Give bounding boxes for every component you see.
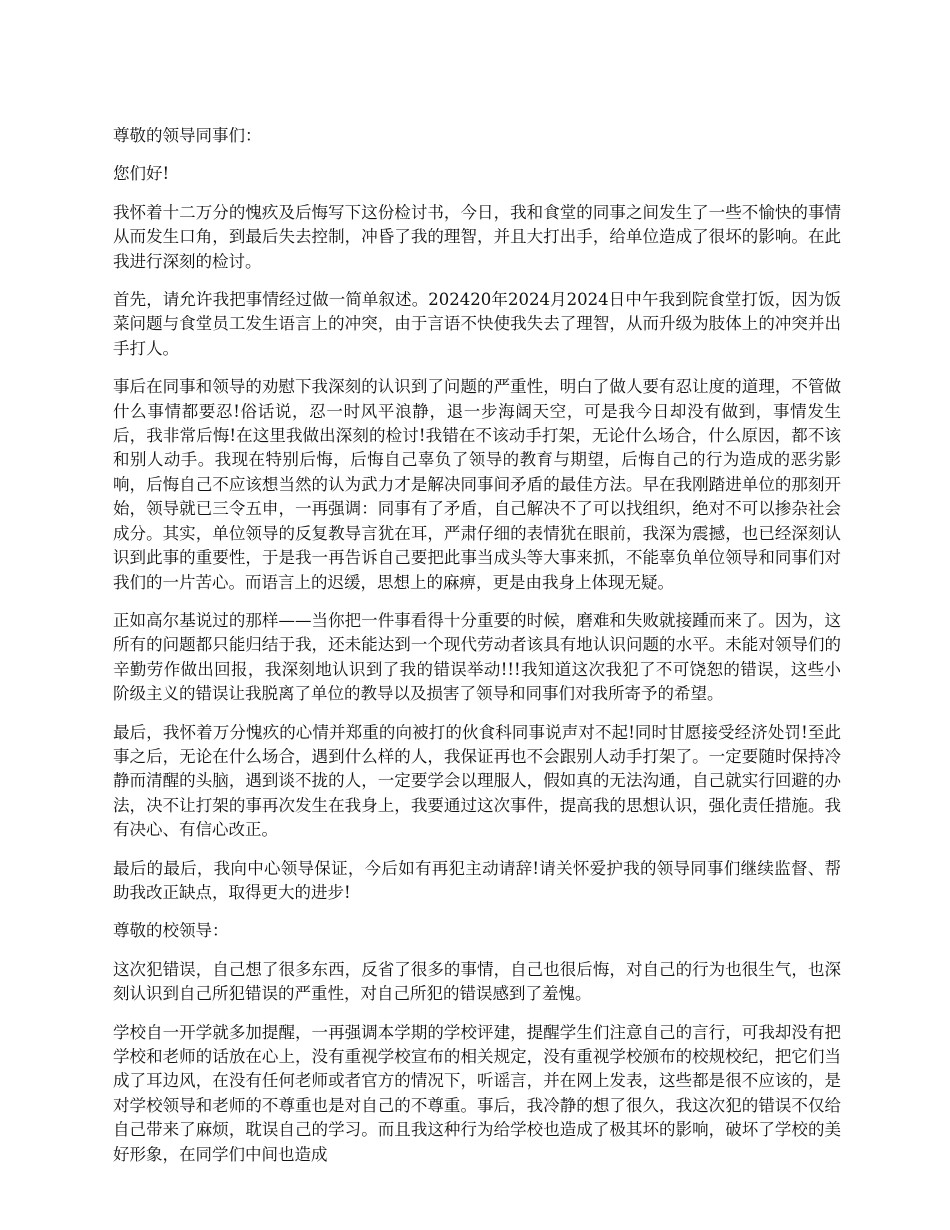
- salutation: 尊敬的领导同事们：: [113, 126, 262, 145]
- paragraph-pledge: 最后的最后，我向中心领导保证，今后如有再犯主动请辞!请关怀爱护我的领导同事们继续监督、帮助我改正缺点，取得更大的进步!: [113, 858, 841, 902]
- greeting: 您们好!: [113, 164, 170, 184]
- paragraph-intro: 我怀着十二万分的愧疚及后悔写下这份检讨书，今日，我和食堂的同事之间发生了一些不愉快的事情从而发生口角，到最后失去控制，冲昏了我的理智，并且大打出手，给单位造成了很坏的影响。在此我进行深刻的检讨。: [113, 202, 841, 271]
- paragraph-school-remorse: 这次犯错误，自己想了很多东西，反省了很多的事情，自己也很后悔，对自己的行为也很生气，也深刻认识到自己所犯错误的严重性，对自己所犯的错误感到了羞愧。: [113, 959, 841, 1004]
- paragraph-account: 首先，请允许我把事情经过做一简单叙述。202420年2024月2024日中午我到院食堂打饭，因为饭菜问题与食堂员工发生语言上的冲突，由于言语不快使我失去了理智，从而升级为肢体上的冲突并出手打人。: [113, 290, 841, 358]
- paragraph-gorky-quote: 正如高尔基说过的那样——当你把一件事看得十分重要的时候，磨难和失败就接踵而来了。因为，这所有的问题都只能归结于我，还未能达到一个现代劳动者该具有地认识问题的水平。未能对领导们的辛勤劳作做出回报，我深刻地认识到了我的错误举动!!!我知道这次我犯了不可饶恕的错误，这些小阶级主义的错误让我脱离了单位的教导以及损害了领导和同事们对我所寄予的希望。: [113, 610, 841, 704]
- salutation-school: 尊敬的校领导：: [113, 921, 229, 941]
- paragraph-apology: 最后，我怀着万分愧疚的心情并郑重的向被打的伙食科同事说声对不起!同时甘愿接受经济处罚!至此事之后，无论在什么场合，遇到什么样的人，我保证再也不会跟别人动手打架了。一定要随时保持冷静而清醒的头脑，遇到谈不拢的人，一定要学会以理服人，假如真的无法沟通，自己就实行回避的办法，决不让打架的事再次发生在我身上，我要通过这次事件，提高我的思想认识，强化责任措施。我有决心、有信心改正。: [113, 722, 841, 840]
- paragraph-school-details: 学校自一开学就多加提醒，一再强调本学期的学校评建，提醒学生们注意自己的言行，可我却没有把学校和老师的话放在心上，没有重视学校宣布的相关规定，没有重视学校颁布的校规校纪，把它们当成了耳边风，在没有任何老师或者官方的情况下，听谣言，并在网上发表，这些都是很不应该的，是对学校领导和老师的不尊重也是对自己的不尊重。事后，我冷静的想了很久，我这次犯的错误不仅给自己带来了麻烦，耽误自己的学习。而且我这种行为给学校也造成了极其坏的影响，破坏了学校的美好形象，在同学们中间也造成: [113, 1022, 841, 1164]
- paragraph-reflection: 事后在同事和领导的劝慰下我深刻的认识到了问题的严重性，明白了做人要有忍让度的道理，不管做什么事情都要忍!俗话说，忍一时风平浪静，退一步海阔天空，可是我今日却没有做到，事情发生后，我非常后悔!在这里我做出深刻的检讨!我错在不该动手打架，无论什么场合，什么原因，都不该和别人动手。我现在特别后悔，后悔自己辜负了领导的教育与期望，后悔自己的行为造成的恶劣影响，后悔自己不应该想当然的认为武力才是解决同事间矛盾的最佳方法。早在我刚踏进单位的那刻开始，领导就已三令五申，一再强调：同事有了矛盾，自己解决不了可以找组织，绝对不可以掺杂社会成分。其实，单位领导的反复教导言犹在耳，严肃仔细的表情犹在眼前，我深为震撼，也已经深刻认识到此事的重要性，于是我一再告诉自己要把此事当成头等大事来抓，不能辜负单位领导和同事们对我们的一片苦心。而语言上的迟缓，思想上的麻痹，更是由我身上体现无疑。: [113, 377, 841, 592]
- document-body: [113, 124, 841, 1181]
